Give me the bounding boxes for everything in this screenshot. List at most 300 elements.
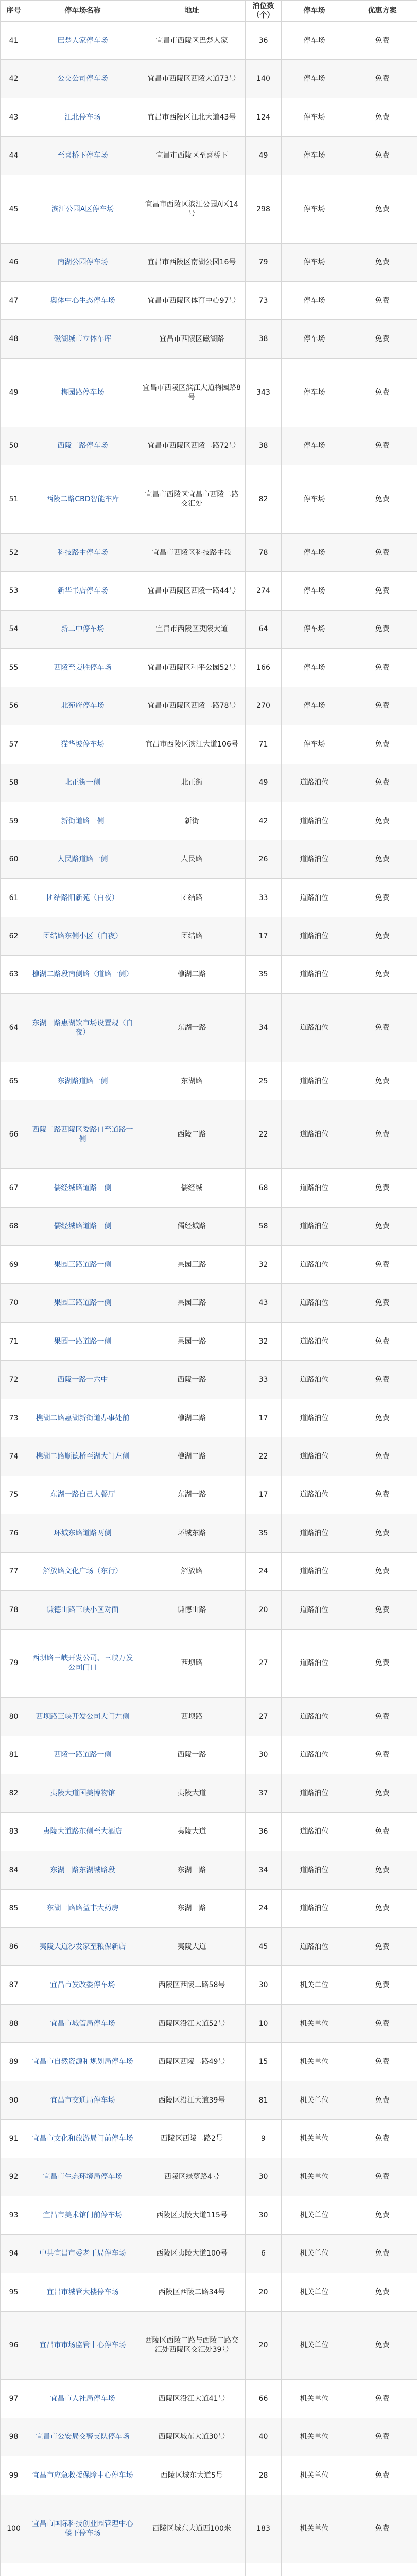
serial-number-cell: 99	[1, 2456, 27, 2495]
table-row	[1, 687, 417, 725]
discount-policy-cell: 免费	[348, 427, 417, 465]
table-row	[1, 281, 417, 319]
serial-number-cell: 66	[1, 1100, 27, 1169]
parking-name-cell: 夷陵大道国美博物馆	[27, 1774, 138, 1812]
parking-name-cell: 夷陵大道沙发家至粮保新店	[27, 1927, 138, 1965]
address-cell: 东湖路	[138, 1062, 246, 1100]
parking-name-cell: 樵湖二路惠湖新街道办事处前	[27, 1399, 138, 1437]
discount-policy-cell: 免费	[348, 1629, 417, 1698]
discount-policy-cell: 免费	[348, 1246, 417, 1284]
space-count-cell: 49	[246, 137, 282, 175]
address-cell: 西陵一路	[138, 1736, 246, 1774]
parking-name-cell: 北苑府停车场	[27, 687, 138, 725]
address-cell: 西坝路	[138, 1698, 246, 1736]
table-row	[1, 1284, 417, 1322]
discount-policy-cell: 免费	[348, 1774, 417, 1812]
parking-type-cell: 机关单位	[282, 2273, 348, 2311]
table-row	[1, 764, 417, 802]
parking-name-cell: 宜昌市生态环境局停车场	[27, 2158, 138, 2196]
parking-name-cell: 西坝路三峡开发公司、三峡万发公司门口	[27, 1629, 138, 1698]
table-row	[1, 2380, 417, 2418]
parking-type-cell: 停车场	[282, 427, 348, 465]
table-row	[1, 2456, 417, 2495]
parking-type-cell: 道路泊位	[282, 955, 348, 993]
serial-number-cell: 82	[1, 1774, 27, 1812]
address-cell: 新街	[138, 802, 246, 840]
parking-type-cell: 机关单位	[282, 2081, 348, 2119]
discount-policy-cell: 免费	[348, 533, 417, 571]
space-count-cell: 22	[246, 1100, 282, 1169]
parking-type-cell: 道路泊位	[282, 1698, 348, 1736]
discount-policy-cell: 免费	[348, 2273, 417, 2311]
serial-number-cell: 42	[1, 60, 27, 98]
serial-number-cell: 76	[1, 1514, 27, 1552]
space-count-cell: 58	[246, 1207, 282, 1245]
parking-type-cell: 道路泊位	[282, 1437, 348, 1476]
address-cell: 果园一路	[138, 1322, 246, 1360]
discount-policy-cell: 免费	[348, 137, 417, 175]
space-count-cell: 32	[246, 1246, 282, 1284]
discount-policy-cell: 免费	[348, 2196, 417, 2234]
parking-type-cell	[282, 2563, 348, 2576]
parking-type-cell: 机关单位	[282, 2043, 348, 2081]
parking-type-cell: 道路泊位	[282, 1812, 348, 1851]
serial-number-cell: 71	[1, 1322, 27, 1360]
discount-policy-cell: 免费	[348, 358, 417, 427]
table-row	[1, 840, 417, 878]
space-count-cell: 25	[246, 1062, 282, 1100]
table-row	[1, 465, 417, 534]
address-cell: 宜昌市西陵区体育中心97号	[138, 281, 246, 319]
discount-policy-cell: 免费	[348, 2456, 417, 2495]
parking-name-cell: 人民路道路一侧	[27, 840, 138, 878]
table-row	[1, 427, 417, 465]
parking-name-cell: 团结路东侧小区（白夜）	[27, 917, 138, 955]
address-cell: 宜昌市西陵区巴楚人家	[138, 22, 246, 60]
table-row	[1, 2196, 417, 2234]
address-cell: 北正街	[138, 764, 246, 802]
parking-name-cell: 西坝路三峡开发公司大门左侧	[27, 1698, 138, 1736]
table-row	[1, 2234, 417, 2273]
table-row	[1, 1736, 417, 1774]
discount-policy-cell: 免费	[348, 1851, 417, 1889]
parking-name-cell: 中共宜昌市委老干局停车场	[27, 2234, 138, 2273]
serial-number-cell: 93	[1, 2196, 27, 2234]
space-count-cell: 45	[246, 1927, 282, 1965]
parking-name-cell: 解放路文化广场（东行）	[27, 1552, 138, 1590]
address-cell: 西陵区西陵二路34号	[138, 2273, 246, 2311]
discount-policy-cell: 免费	[348, 1322, 417, 1360]
table-row	[1, 1246, 417, 1284]
parking-name-cell: 新二中停车场	[27, 610, 138, 648]
discount-policy-cell: 免费	[348, 994, 417, 1062]
address-cell: 西陵区城东大道30号	[138, 2418, 246, 2456]
serial-number-cell: 74	[1, 1437, 27, 1476]
parking-name-cell: 猫华坡停车场	[27, 725, 138, 764]
space-count-cell: 36	[246, 22, 282, 60]
table-row	[1, 2081, 417, 2119]
parking-name-cell: 宜昌市国际科技创业园管理中心楼下停车场	[27, 2495, 138, 2563]
discount-policy-cell: 免费	[348, 1476, 417, 1514]
address-cell: 西陵区沿江大道39号	[138, 2081, 246, 2119]
discount-policy-cell: 免费	[348, 1399, 417, 1437]
address-cell: 西陵区西陵二路58号	[138, 1966, 246, 2004]
parking-name-cell: 东湖路道路一侧	[27, 1062, 138, 1100]
space-count-cell: 78	[246, 533, 282, 571]
discount-policy-cell: 免费	[348, 1361, 417, 1399]
address-cell: 环城东路	[138, 1514, 246, 1552]
space-count-cell: 17	[246, 1476, 282, 1514]
discount-policy-cell: 免费	[348, 98, 417, 136]
table-row	[1, 649, 417, 687]
discount-policy-cell: 免费	[348, 2418, 417, 2456]
space-count-cell: 34	[246, 1851, 282, 1889]
address-cell: 儒经城路	[138, 1207, 246, 1245]
parking-name-cell: 新华书店停车场	[27, 572, 138, 610]
table-row	[1, 1476, 417, 1514]
discount-policy-cell: 免费	[348, 2495, 417, 2563]
discount-policy-cell: 免费	[348, 320, 417, 358]
address-cell: 宜昌市西陵区科技路中段	[138, 533, 246, 571]
serial-number-cell: 72	[1, 1361, 27, 1399]
serial-number-cell: 73	[1, 1399, 27, 1437]
table-row	[1, 1514, 417, 1552]
serial-number-cell: 53	[1, 572, 27, 610]
address-cell: 谦德山路	[138, 1591, 246, 1629]
parking-type-cell: 停车场	[282, 175, 348, 243]
parking-name-cell: 奥体中心生态停车场	[27, 281, 138, 319]
space-count-cell: 17	[246, 1399, 282, 1437]
table-row	[1, 2158, 417, 2196]
discount-policy-cell: 免费	[348, 2380, 417, 2418]
discount-policy-cell: 免费	[348, 840, 417, 878]
parking-type-cell: 道路泊位	[282, 917, 348, 955]
parking-name-cell: 樵湖二路顺德桥至湖大门左侧	[27, 1437, 138, 1476]
parking-name-cell: 北正街一侧	[27, 764, 138, 802]
discount-policy-cell: 免费	[348, 60, 417, 98]
parking-type-cell: 道路泊位	[282, 1246, 348, 1284]
discount-policy-cell: 免费	[348, 1169, 417, 1207]
space-count-cell: 22	[246, 1437, 282, 1476]
discount-policy-cell: 免费	[348, 465, 417, 534]
discount-policy-cell: 免费	[348, 1062, 417, 1100]
parking-type-cell: 道路泊位	[282, 1591, 348, 1629]
serial-number-cell: 54	[1, 610, 27, 648]
parking-type-cell: 道路泊位	[282, 1169, 348, 1207]
serial-number-cell: 50	[1, 427, 27, 465]
parking-type-cell: 道路泊位	[282, 1399, 348, 1437]
table-row	[1, 2004, 417, 2042]
parking-type-cell: 停车场	[282, 22, 348, 60]
serial-number-cell	[1, 2563, 27, 2576]
space-count-cell: 49	[246, 764, 282, 802]
parking-type-cell: 停车场	[282, 320, 348, 358]
space-count-cell: 40	[246, 2418, 282, 2456]
parking-name-cell: 儒经城路道路一侧	[27, 1169, 138, 1207]
parking-type-cell: 机关单位	[282, 2380, 348, 2418]
table-row	[1, 572, 417, 610]
space-count-cell: 33	[246, 1361, 282, 1399]
parking-type-cell: 机关单位	[282, 1966, 348, 2004]
table-row	[1, 2120, 417, 2158]
parking-name-cell: 西陵一路十六中	[27, 1361, 138, 1399]
discount-policy-cell: 免费	[348, 1736, 417, 1774]
table-row	[1, 60, 417, 98]
parking-type-cell: 停车场	[282, 243, 348, 281]
discount-policy-cell: 免费	[348, 2120, 417, 2158]
discount-policy-cell: 免费	[348, 725, 417, 764]
parking-type-cell: 道路泊位	[282, 1062, 348, 1100]
serial-number-cell: 75	[1, 1476, 27, 1514]
header-parking-name: 停车场名称	[27, 1, 138, 22]
parking-type-cell: 机关单位	[282, 2234, 348, 2273]
serial-number-cell: 56	[1, 687, 27, 725]
space-count-cell: 35	[246, 1514, 282, 1552]
table-row	[1, 1100, 417, 1169]
serial-number-cell: 86	[1, 1927, 27, 1965]
parking-type-cell: 停车场	[282, 137, 348, 175]
header-space-count: 泊位数（个）	[246, 1, 282, 22]
parking-type-cell: 道路泊位	[282, 802, 348, 840]
space-count-cell: 24	[246, 1889, 282, 1927]
table-row	[1, 320, 417, 358]
address-cell: 宜昌市西陵区西陵大道73号	[138, 60, 246, 98]
parking-name-cell: 环城东路道路两侧	[27, 1514, 138, 1552]
space-count-cell	[246, 2563, 282, 2576]
parking-name-cell: 南湖公园停车场	[27, 243, 138, 281]
discount-policy-cell: 免费	[348, 243, 417, 281]
serial-number-cell: 87	[1, 1966, 27, 2004]
address-cell: 樵湖二路	[138, 1399, 246, 1437]
parking-type-cell: 机关单位	[282, 2196, 348, 2234]
space-count-cell: 73	[246, 281, 282, 319]
parking-type-cell: 道路泊位	[282, 840, 348, 878]
table-row	[1, 878, 417, 917]
parking-type-cell: 停车场	[282, 98, 348, 136]
parking-name-cell: 宜昌市市场监管中心停车场	[27, 2311, 138, 2380]
parking-name-cell: 梅园路停车场	[27, 358, 138, 427]
parking-type-cell: 机关单位	[282, 2456, 348, 2495]
serial-number-cell: 47	[1, 281, 27, 319]
discount-policy-cell: 免费	[348, 1100, 417, 1169]
serial-number-cell: 68	[1, 1207, 27, 1245]
parking-type-cell: 道路泊位	[282, 878, 348, 917]
parking-name-cell: 公交公司停车场	[27, 60, 138, 98]
serial-number-cell: 80	[1, 1698, 27, 1736]
address-cell: 夷陵大道	[138, 1927, 246, 1965]
space-count-cell: 28	[246, 2456, 282, 2495]
discount-policy-cell: 免费	[348, 917, 417, 955]
parking-name-cell: 夷陵大道路东侧至大酒店	[27, 1812, 138, 1851]
parking-type-cell: 停车场	[282, 610, 348, 648]
space-count-cell: 33	[246, 878, 282, 917]
address-cell: 夷陵大道	[138, 1812, 246, 1851]
table-body	[1, 22, 417, 2576]
discount-policy-cell: 免费	[348, 649, 417, 687]
address-cell: 宜昌市西陵区宜昌市西陵二路交汇处	[138, 465, 246, 534]
table-row	[1, 802, 417, 840]
parking-type-cell: 道路泊位	[282, 1284, 348, 1322]
serial-number-cell: 59	[1, 802, 27, 840]
space-count-cell: 298	[246, 175, 282, 243]
parking-name-cell: 至喜桥下停车场	[27, 137, 138, 175]
address-cell: 西陵区绿萝路4号	[138, 2158, 246, 2196]
parking-name-cell: 宜昌市应急救援保障中心停车场	[27, 2456, 138, 2495]
space-count-cell: 38	[246, 427, 282, 465]
address-cell: 果园三路	[138, 1284, 246, 1322]
space-count-cell: 43	[246, 1284, 282, 1322]
address-cell: 西陵区沿江大道41号	[138, 2380, 246, 2418]
address-cell: 宜昌市西陵区西陵二路78号	[138, 687, 246, 725]
table-row	[1, 2563, 417, 2576]
serial-number-cell: 69	[1, 1246, 27, 1284]
space-count-cell: 140	[246, 60, 282, 98]
table-row	[1, 1812, 417, 1851]
parking-type-cell: 道路泊位	[282, 1552, 348, 1590]
address-cell: 樵湖二路	[138, 1437, 246, 1476]
serial-number-cell: 62	[1, 917, 27, 955]
discount-policy-cell: 免费	[348, 610, 417, 648]
discount-policy-cell: 免费	[348, 1889, 417, 1927]
address-cell: 宜昌市西陵区磁湖路	[138, 320, 246, 358]
space-count-cell: 15	[246, 2043, 282, 2081]
table-row	[1, 1889, 417, 1927]
serial-number-cell: 98	[1, 2418, 27, 2456]
space-count-cell: 166	[246, 649, 282, 687]
discount-policy-cell: 免费	[348, 1284, 417, 1322]
parking-name-cell: 西陵至姜胜停车场	[27, 649, 138, 687]
parking-type-cell: 停车场	[282, 687, 348, 725]
address-cell: 东湖一路	[138, 1851, 246, 1889]
address-cell: 东湖一路	[138, 1476, 246, 1514]
parking-name-cell: 儒经城路道路一侧	[27, 1207, 138, 1245]
table-row	[1, 1927, 417, 1965]
address-cell: 果园三路	[138, 1246, 246, 1284]
parking-name-cell: 果园三路道路一侧	[27, 1246, 138, 1284]
table-row	[1, 1322, 417, 1360]
header-address: 地址	[138, 1, 246, 22]
parking-type-cell: 停车场	[282, 465, 348, 534]
space-count-cell: 274	[246, 572, 282, 610]
address-cell: 团结路	[138, 917, 246, 955]
discount-policy-cell: 免费	[348, 687, 417, 725]
discount-policy-cell: 免费	[348, 1591, 417, 1629]
serial-number-cell: 78	[1, 1591, 27, 1629]
space-count-cell: 17	[246, 917, 282, 955]
parking-name-cell: 宜昌市城管局停车场	[27, 2004, 138, 2042]
space-count-cell: 24	[246, 1552, 282, 1590]
parking-type-cell: 道路泊位	[282, 1774, 348, 1812]
parking-type-cell: 机关单位	[282, 2311, 348, 2380]
discount-policy-cell: 免费	[348, 955, 417, 993]
table-row	[1, 610, 417, 648]
table-row	[1, 725, 417, 764]
parking-type-cell: 道路泊位	[282, 1736, 348, 1774]
serial-number-cell: 41	[1, 22, 27, 60]
address-cell: 东湖一路	[138, 1889, 246, 1927]
space-count-cell: 64	[246, 610, 282, 648]
parking-name-cell: 西陵二路停车场	[27, 427, 138, 465]
parking-name-cell: 东湖一路路益丰大药房	[27, 1889, 138, 1927]
table-row	[1, 917, 417, 955]
discount-policy-cell: 免费	[348, 764, 417, 802]
parking-type-cell: 停车场	[282, 649, 348, 687]
discount-policy-cell: 免费	[348, 1207, 417, 1245]
parking-name-cell: 新街道路一侧	[27, 802, 138, 840]
table-row	[1, 1399, 417, 1437]
space-count-cell: 183	[246, 2495, 282, 2563]
parking-type-cell: 道路泊位	[282, 1476, 348, 1514]
parking-name-cell: 巴楚人家停车场	[27, 22, 138, 60]
address-cell: 儒经城	[138, 1169, 246, 1207]
space-count-cell: 10	[246, 2004, 282, 2042]
parking-name-cell: 西陵二路西陵区委路口至道路一侧	[27, 1100, 138, 1169]
space-count-cell: 37	[246, 1774, 282, 1812]
serial-number-cell: 45	[1, 175, 27, 243]
space-count-cell: 343	[246, 358, 282, 427]
discount-policy-cell: 免费	[348, 2081, 417, 2119]
serial-number-cell: 57	[1, 725, 27, 764]
address-cell: 宜昌市西陵区夷陵大道	[138, 610, 246, 648]
space-count-cell: 30	[246, 1736, 282, 1774]
serial-number-cell: 43	[1, 98, 27, 136]
parking-type-cell: 道路泊位	[282, 1927, 348, 1965]
parking-name-cell: 磁湖城市立体车库	[27, 320, 138, 358]
discount-policy-cell: 免费	[348, 175, 417, 243]
table-row	[1, 1552, 417, 1590]
serial-number-cell: 60	[1, 840, 27, 878]
serial-number-cell: 97	[1, 2380, 27, 2418]
space-count-cell: 30	[246, 1966, 282, 2004]
table-row	[1, 533, 417, 571]
parking-name-cell: 西陵二路CBD智能车库	[27, 465, 138, 534]
discount-policy-cell: 免费	[348, 1698, 417, 1736]
address-cell: 人民路	[138, 840, 246, 878]
serial-number-cell: 96	[1, 2311, 27, 2380]
serial-number-cell: 85	[1, 1889, 27, 1927]
discount-policy-cell: 免费	[348, 1812, 417, 1851]
space-count-cell: 81	[246, 2081, 282, 2119]
address-cell: 西坝路	[138, 1629, 246, 1698]
table-row	[1, 1207, 417, 1245]
serial-number-cell: 70	[1, 1284, 27, 1322]
address-cell	[138, 2563, 246, 2576]
parking-type-cell: 机关单位	[282, 2120, 348, 2158]
serial-number-cell: 58	[1, 764, 27, 802]
space-count-cell: 42	[246, 802, 282, 840]
serial-number-cell: 94	[1, 2234, 27, 2273]
parking-name-cell: 宜昌市人社局停车场	[27, 2380, 138, 2418]
discount-policy-cell: 免费	[348, 572, 417, 610]
parking-type-cell: 停车场	[282, 572, 348, 610]
parking-name-cell: 西陵一路道路一侧	[27, 1736, 138, 1774]
parking-name-cell: 东湖一路惠湖饮市场设置规（白夜）	[27, 994, 138, 1062]
serial-number-cell: 61	[1, 878, 27, 917]
address-cell: 西陵区西陵二路与西陵二路交汇处西陵区交汇处39号	[138, 2311, 246, 2380]
parking-name-cell: 东湖一路东湖城路段	[27, 1851, 138, 1889]
parking-name-cell: 科技路中停车场	[27, 533, 138, 571]
parking-type-cell: 道路泊位	[282, 1207, 348, 1245]
serial-number-cell: 49	[1, 358, 27, 427]
parking-name-cell: 东湖一路自己人餐厅	[27, 1476, 138, 1514]
parking-type-cell: 道路泊位	[282, 764, 348, 802]
address-cell: 宜昌市西陵区滨江大道梅园路8号	[138, 358, 246, 427]
space-count-cell: 71	[246, 725, 282, 764]
address-cell: 西陵区城东大道西100米	[138, 2495, 246, 2563]
table-row	[1, 1774, 417, 1812]
table-row	[1, 22, 417, 60]
address-cell: 西陵二路	[138, 1100, 246, 1169]
